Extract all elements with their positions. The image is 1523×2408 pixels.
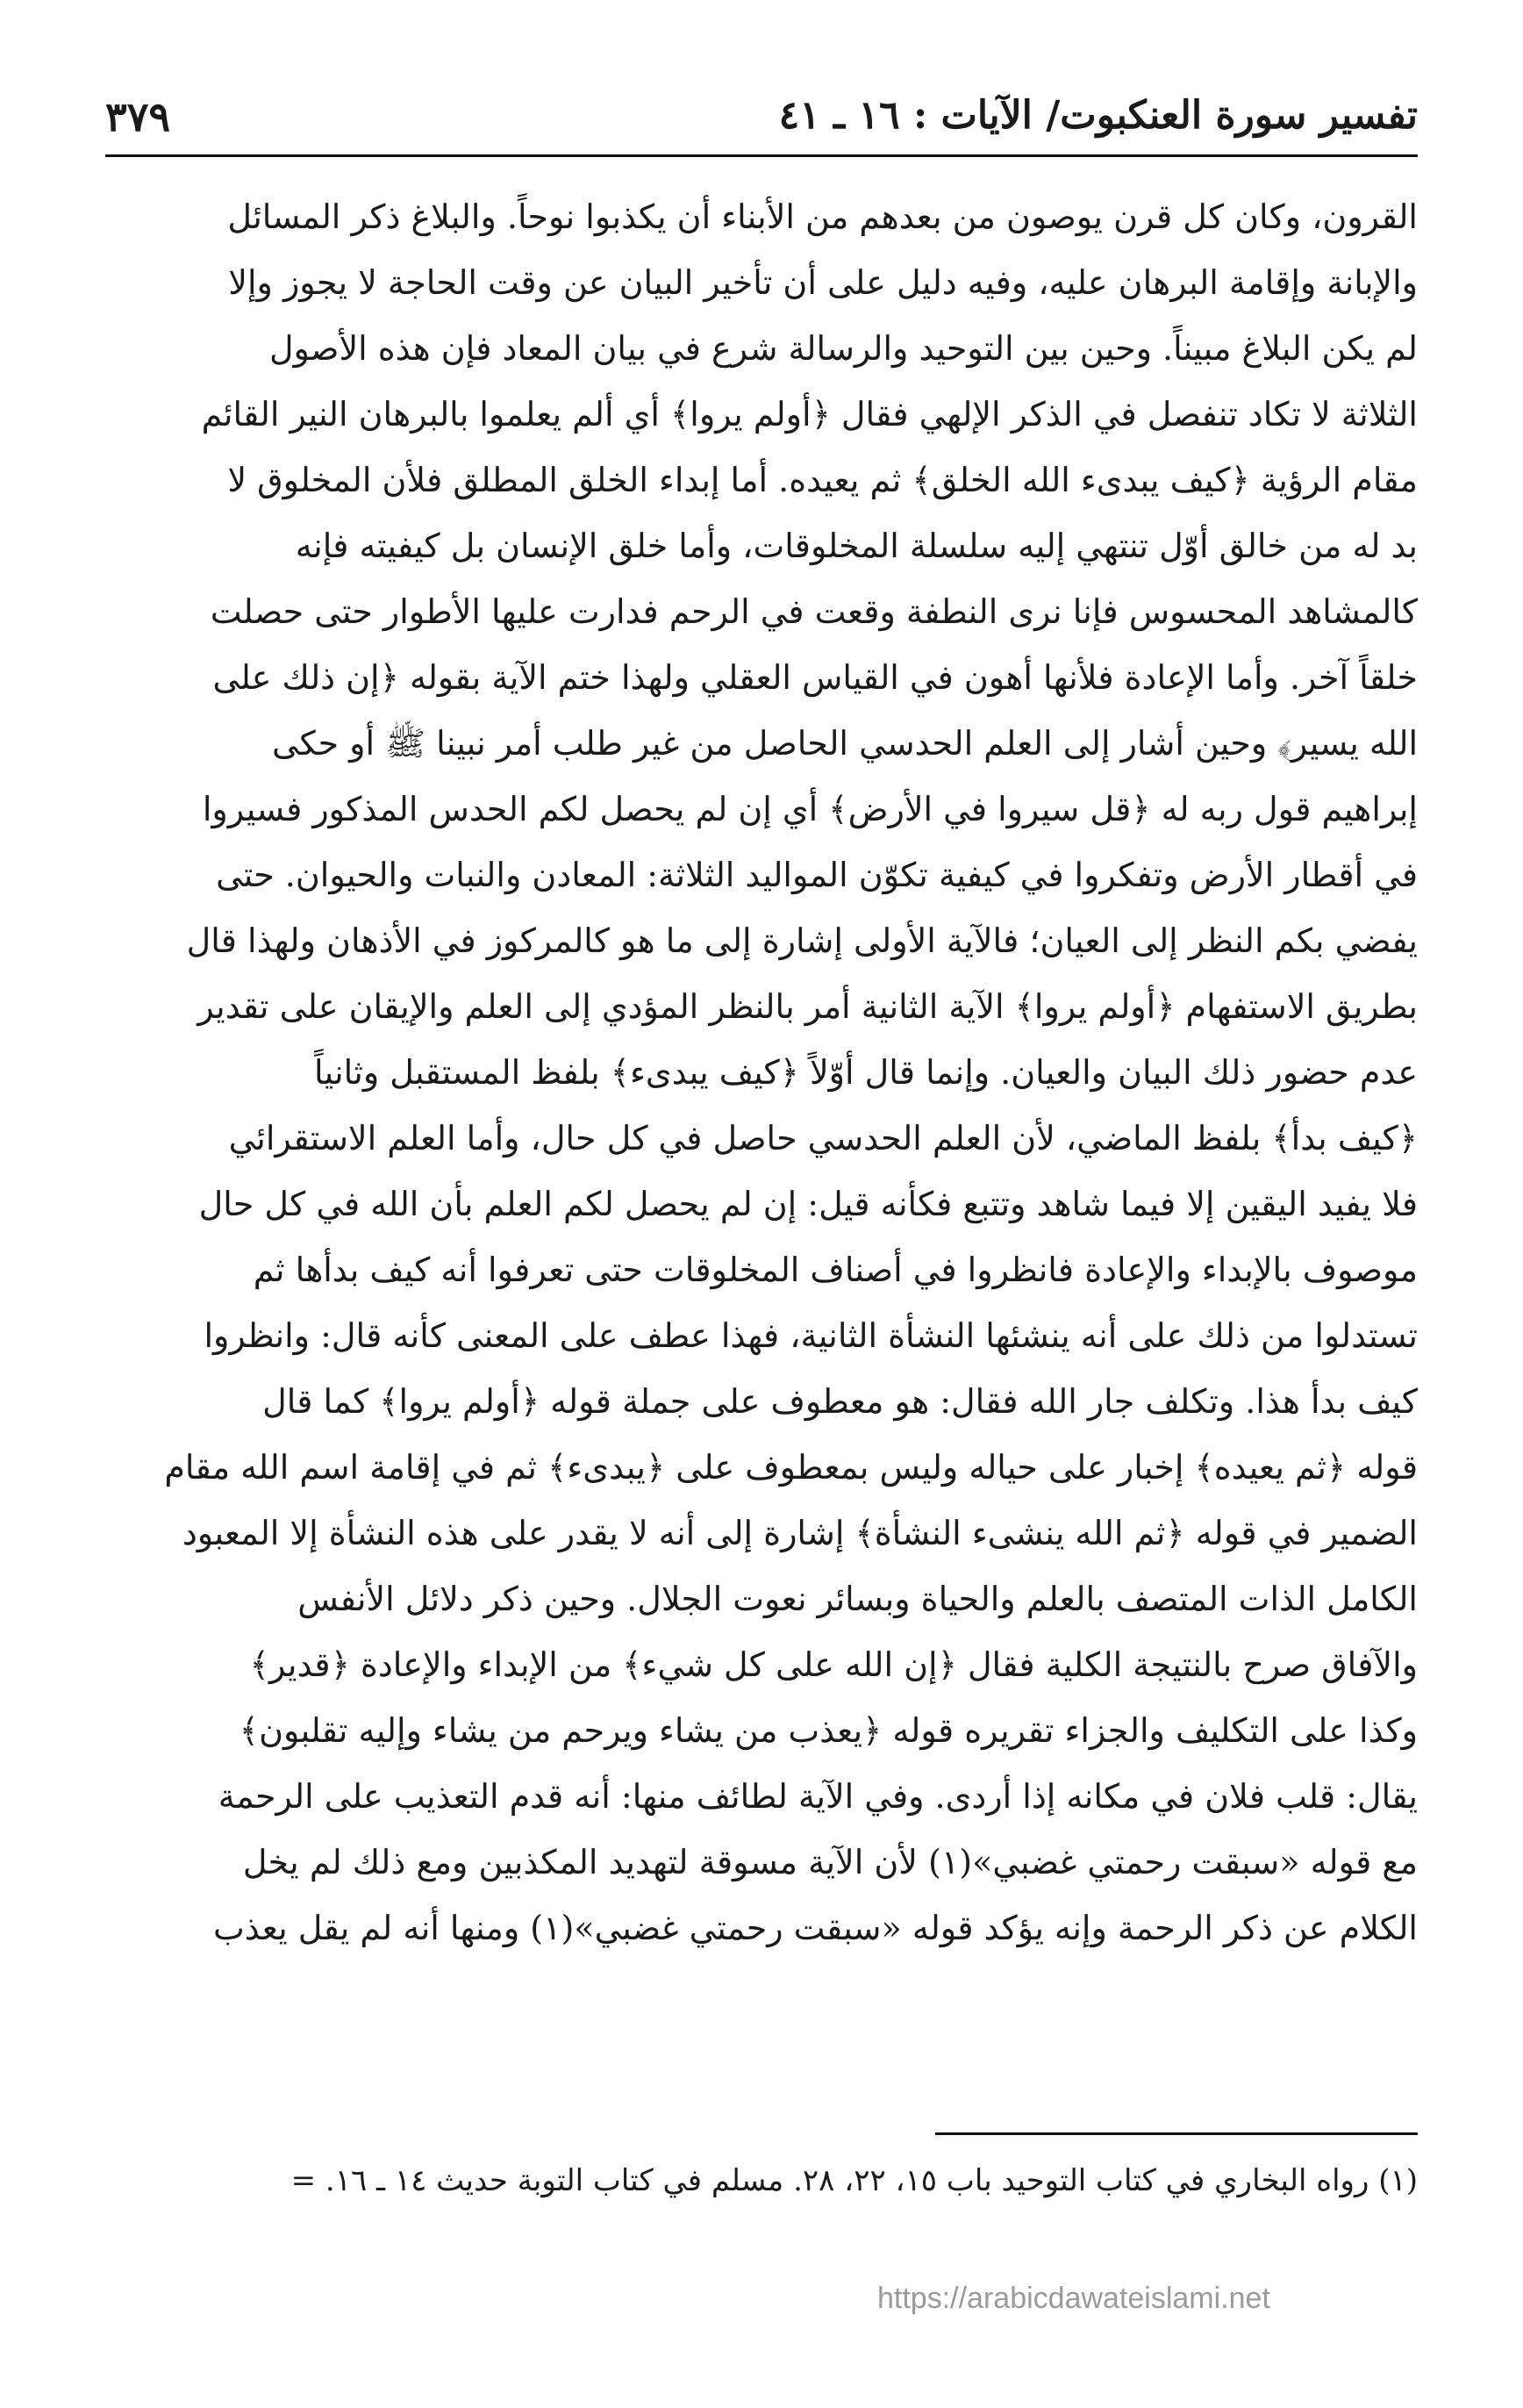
text-line: لم يكن البلاغ مبيناً. وحين بين التوحيد والرسالة شرع في بيان المعاد فإن هذه الأصول: [268, 329, 1418, 368]
body-text: [105, 184, 1418, 1961]
text-line: الضمير في قوله ﴿ثم الله ينشىء النشأة﴾ إشارة إلى أنه لا يقدر على هذه النشأة إلا المعبود: [182, 1514, 1418, 1552]
text-line: في أقطار الأرض وتفكروا في كيفية تكوّن المواليد الثلاثة: المعادن والنبات والحيوان. حتى: [216, 856, 1418, 894]
text-line: الكامل الذات المتصف بالعلم والحياة وبسائر نعوت الجلال. وحين ذكر دلائل الأنفس: [297, 1580, 1418, 1618]
text-line: الثلاثة لا تكاد تنفصل في الذكر الإلهي فقال ﴿أولم يروا﴾ أي ألم يعلموا بالبرهان النير القائم: [201, 395, 1418, 434]
text-line: القرون، وكان كل قرن يوصون من بعدهم من الأبناء أن يكذبوا نوحاً. والبلاغ ذكر المسائل: [227, 197, 1418, 236]
text-line: ﴿كيف بدأ﴾ بلفظ الماضي، لأن العلم الحدسي حاصل في كل حال، وأما العلم الاستقرائي: [228, 1119, 1418, 1157]
text-line: تستدلوا من ذلك على أنه ينشئها النشأة الثانية، فهذا عطف على المعنى كأنه قال: وانظروا: [204, 1316, 1418, 1355]
text-line: الكلام عن ذكر الرحمة وإنه يؤكد قوله «سبقت رحمتي غضبي»(١) ومنها أنه لم يقل يعذب: [213, 1909, 1418, 1947]
text-line: قوله ﴿ثم يعيده﴾ إخبار على حياله وليس بمعطوف على ﴿يبدىء﴾ ثم في إقامة اسم الله مقام: [164, 1448, 1418, 1487]
text-line: وكذا على التكليف والجزاء تقريره قوله ﴿يعذب من يشاء ويرحم من يشاء وإليه تقلبون﴾: [239, 1711, 1418, 1750]
text-line: مقام الرؤية ﴿كيف يبدىء الله الخلق﴾ ثم يعيده. أما إبداء الخلق المطلق فلأن المخلوق لا: [227, 461, 1418, 499]
text-line: موصوف بالإبداء والإعادة فانظروا في أصناف المخلوقات حتى تعرفوا أنه كيف بدأها ثم: [253, 1251, 1418, 1289]
footnote: (١) رواه البخاري في كتاب التوحيد باب ١٥، ٢٢، ٢٨. مسلم في كتاب التوبة حديث ١٤ ـ ١٦. =: [290, 2163, 1418, 2198]
text-line: كيف بدأ هذا. وتكلف جار الله فقال: هو معطوف على جملة قوله ﴿أولم يروا﴾ كما قال: [262, 1382, 1418, 1421]
text-line: يقال: قلب فلان في مكانه إذا أردى. وفي الآية لطائف منها: أنه قدم التعذيب على الرحمة: [218, 1777, 1418, 1816]
page-header: [105, 88, 1418, 149]
text-line: الله يسير﴾ وحين أشار إلى العلم الحدسي الحاصل من غير طلب أمر نبينا ﷺ أو حكى: [271, 724, 1418, 763]
watermark-url: https://arabicdawateislami.net: [877, 2282, 1270, 2315]
text-line: مع قوله «سبقت رحمتي غضبي»(١) لأن الآية مسوقة لتهديد المكذبين ومع ذلك لم يخل: [242, 1843, 1418, 1881]
text-line: خلقاً آخر. وأما الإعادة فلأنها أهون في القياس العقلي ولهذا ختم الآية بقوله ﴿إن ذلك على: [212, 658, 1418, 697]
text-line: بطريق الاستفهام ﴿أولم يروا﴾ الآية الثانية أمر بالنظر المؤدي إلى العلم والإيقان على تقدير: [197, 987, 1418, 1026]
footnote-rule: [935, 2132, 1418, 2135]
text-line: يفضي بكم النظر إلى العيان؛ فالآية الأولى إشارة إلى ما هو كالمركوز في الأذهان ولهذا قال: [186, 921, 1418, 960]
running-title: تفسير سورة العنكبوت/ الآيات : ١٦ ـ ٤١: [778, 93, 1418, 138]
text-line: كالمشاهد المحسوس فإنا نرى النطفة وقعت في الرحم فدارت عليها الأطوار حتى حصلت: [210, 592, 1418, 631]
page-number: ٣٧٩: [105, 93, 171, 140]
text-line: إبراهيم قول ربه له ﴿قل سيروا في الأرض﴾ أي إن لم يحصل لكم الحدس المذكور فسيروا: [202, 790, 1418, 828]
text-line: والإبانة وإقامة البرهان عليه، وفيه دليل على أن تأخير البيان عن وقت الحاجة لا يجوز وإلا: [228, 263, 1418, 302]
text-line: عدم حضور ذلك البيان والعيان. وإنما قال أوّلاً ﴿كيف يبدىء﴾ بلفظ المستقبل وثانياً: [314, 1053, 1418, 1092]
header-rule: [105, 154, 1418, 157]
text-line: بد له من خالق أوّل تنتهي إليه سلسلة المخلوقات، وأما خلق الإنسان بل كيفيته فإنه: [295, 527, 1418, 565]
text-line: فلا يفيد اليقين إلا فيما شاهد وتتبع فكأنه قيل: إن لم يحصل لكم العلم بأن الله في كل حال: [198, 1185, 1418, 1223]
text-line: والآفاق صرح بالنتيجة الكلية فقال ﴿إن الله على كل شيء﴾ من الإبداء والإعادة ﴿قدير﴾: [249, 1645, 1418, 1684]
